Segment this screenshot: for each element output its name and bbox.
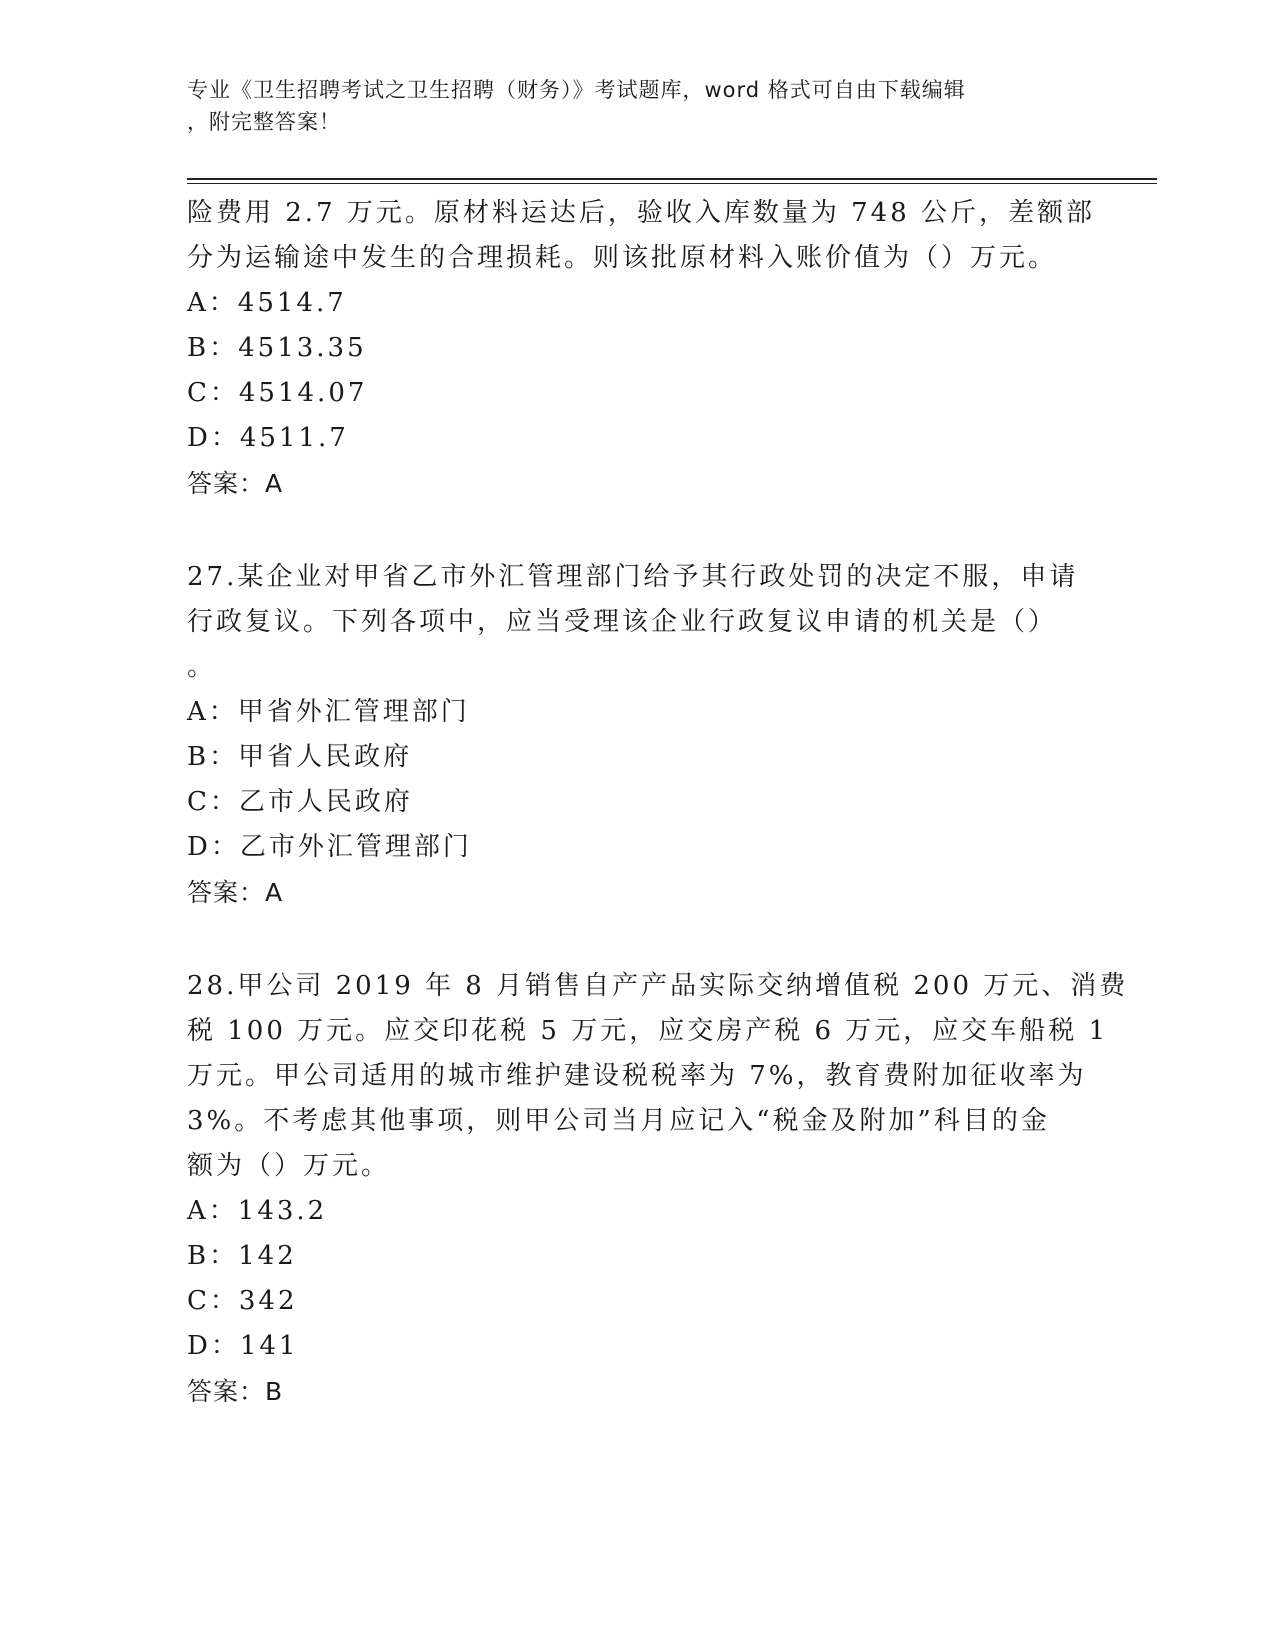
question-stem-line: 分为运输途中发生的合理损耗。则该批原材料入账价值为（）万元。 <box>187 243 1058 273</box>
question-stem-line: 28.甲公司 2019 年 8 月销售自产产品实际交纳增值税 200 万元、消费 <box>187 971 1129 1001</box>
question-stem-line: 27.某企业对甲省乙市外汇管理部门给予其行政处罚的决定不服，申请 <box>187 562 1079 592</box>
question-stem-line: 税 100 万元。应交印花税 5 万元，应交房产税 6 万元，应交车船税 1 <box>187 1016 1109 1046</box>
question-stem-line: 额为（）万元。 <box>187 1151 391 1181</box>
document-header <box>187 74 1087 138</box>
answer-line: 答案：A <box>187 878 284 907</box>
header-divider-thick <box>187 178 1157 180</box>
question-stem-line: 。 <box>187 652 217 682</box>
option-d: D：4511.7 <box>187 423 349 453</box>
option-a: A：143.2 <box>187 1196 328 1226</box>
question-stem-line: 3%。不考虑其他事项，则甲公司当月应记入“税金及附加”科目的金 <box>187 1106 1050 1136</box>
option-c: C：342 <box>187 1286 298 1316</box>
header-divider-thin <box>187 183 1157 184</box>
question-28 <box>187 964 1129 1415</box>
option-d: D：乙市外汇管理部门 <box>187 832 472 862</box>
option-b: B：142 <box>187 1241 297 1271</box>
header-line-2: ，附完整答案！ <box>187 110 341 134</box>
question-27 <box>187 555 1087 916</box>
question-stem-line: 险费用 2.7 万元。原材料运达后，验收入库数量为 748 公斤，差额部 <box>187 198 1096 228</box>
header-line-1: 专业《卫生招聘考试之卫生招聘（财务）》考试题库，word 格式可自由下载编辑 <box>187 78 966 102</box>
option-b: B：4513.35 <box>187 333 367 363</box>
question-list <box>187 191 1129 1415</box>
answer-line: 答案：A <box>187 469 284 498</box>
answer-line: 答案：B <box>187 1377 284 1406</box>
spacer <box>187 507 1087 555</box>
question-stem-line: 行政复议。下列各项中，应当受理该企业行政复议申请的机关是（） <box>187 607 1058 637</box>
option-d: D：141 <box>187 1331 299 1361</box>
spacer <box>187 916 1087 964</box>
option-a: A：甲省外汇管理部门 <box>187 697 470 727</box>
option-b: B：甲省人民政府 <box>187 742 413 772</box>
option-c: C：4514.07 <box>187 378 368 408</box>
question-stem-line: 万元。甲公司适用的城市维护建设税税率为 7%，教育费附加征收率为 <box>187 1061 1087 1091</box>
option-a: A：4514.7 <box>187 288 347 318</box>
option-c: C：乙市人民政府 <box>187 787 413 817</box>
question-26 <box>187 191 1096 507</box>
